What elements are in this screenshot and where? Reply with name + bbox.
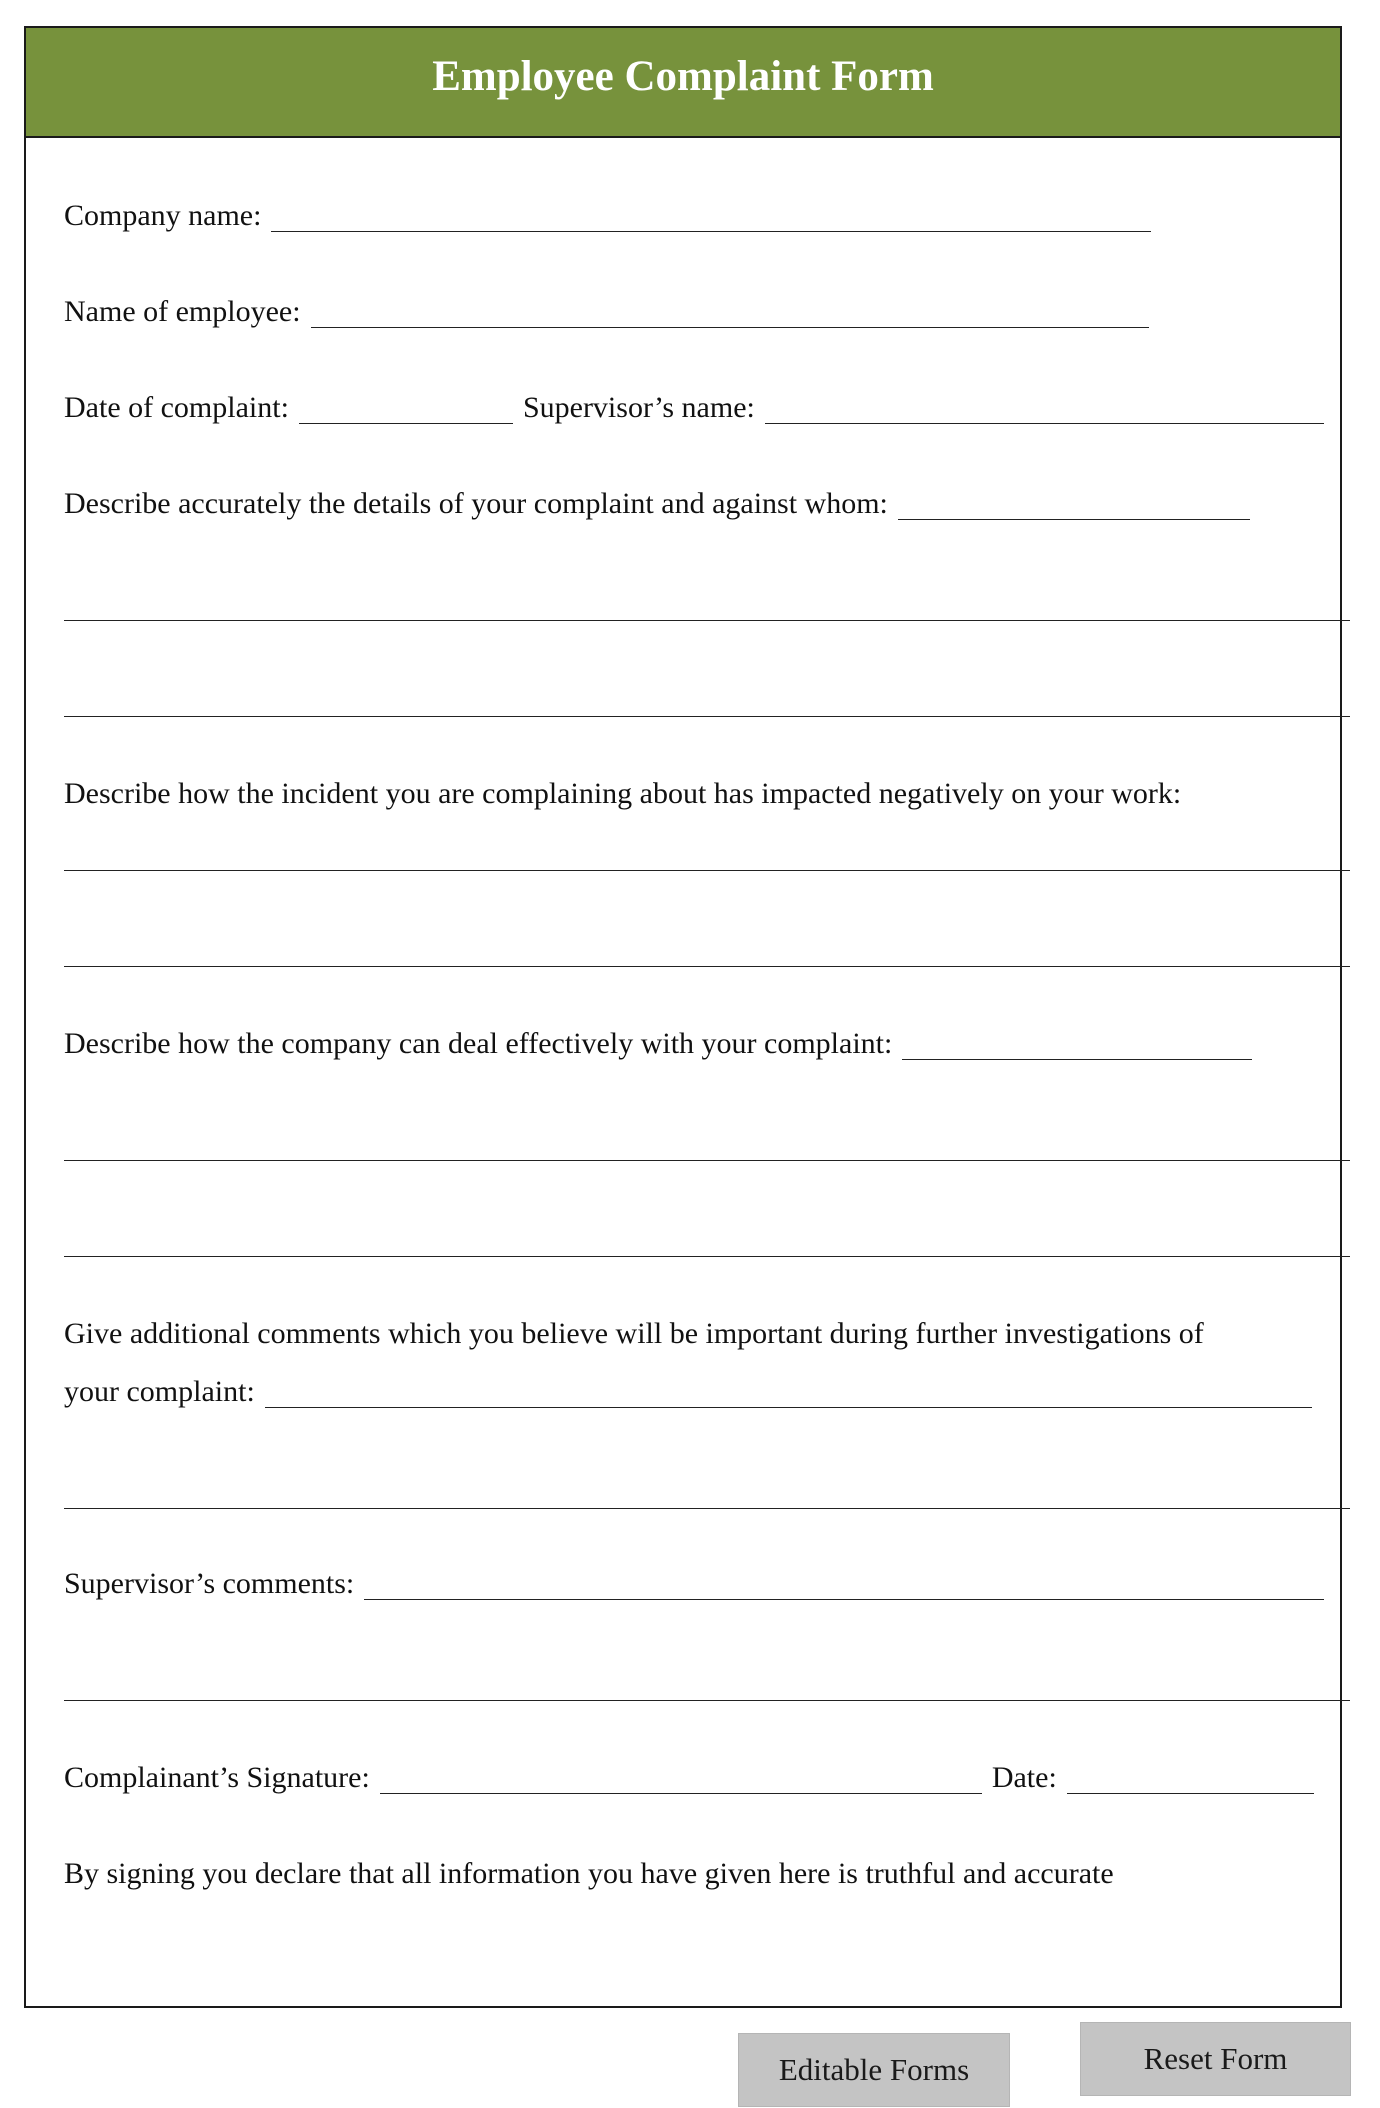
supervisor-name-label: Supervisor’s name: [522,391,755,424]
form-title: Employee Complaint Form [432,52,934,100]
resolution-label: Describe how the company can deal effectively with your complaint: [64,1027,893,1060]
details-field-inline[interactable] [898,499,1250,520]
employee-name-label: Name of employee: [64,295,301,328]
supervisor-comments-field[interactable] [364,1579,1324,1600]
supervisor-comments-label: Supervisor’s comments: [64,1567,355,1600]
impact-line-1[interactable] [64,870,1350,871]
date-supervisor-row [64,390,1324,426]
details-line-2[interactable] [64,716,1350,717]
additional-row [64,1374,1312,1410]
additional-line-1[interactable] [64,1508,1350,1509]
supervisor-comments-line-1[interactable] [64,1700,1350,1701]
resolution-line-1[interactable] [64,1160,1350,1161]
additional-field-inline[interactable] [265,1387,1312,1408]
reset-form-button[interactable]: Reset Form [1080,2022,1351,2096]
details-label: Describe accurately the details of your complaint and against whom: [64,487,888,520]
supervisor-comments-row [64,1566,1324,1602]
company-name-label: Company name: [64,199,262,232]
form-header [26,28,1340,138]
date-label: Date: [991,1761,1057,1794]
signature-label: Complainant’s Signature: [64,1761,370,1794]
supervisor-name-field[interactable] [765,403,1324,424]
resolution-row [64,1026,1324,1062]
details-line-1[interactable] [64,620,1350,621]
date-of-complaint-label: Date of complaint: [64,391,289,424]
employee-name-row [64,294,1324,330]
signature-field[interactable] [380,1773,982,1794]
company-name-row [64,198,1324,234]
complaint-form [24,26,1342,2008]
date-of-complaint-field[interactable] [299,403,513,424]
additional-label-line2: your complaint: [64,1375,255,1408]
additional-label-line1: Give additional comments which you believe will be important during further investigations of [64,1317,1204,1350]
impact-line-2[interactable] [64,966,1350,967]
signature-row [64,1760,1314,1796]
details-row [64,486,1324,522]
impact-label: Describe how the incident you are complaining about has impacted negatively on your work: [64,777,1182,810]
editable-forms-button[interactable]: Editable Forms [738,2033,1010,2107]
date-field[interactable] [1067,1773,1314,1794]
resolution-field-inline[interactable] [902,1039,1252,1060]
resolution-line-2[interactable] [64,1256,1350,1257]
employee-name-field[interactable] [311,307,1149,328]
company-name-field[interactable] [271,211,1151,232]
declaration-text: By signing you declare that all information you have given here is truthful and accurate [64,1857,1114,1890]
